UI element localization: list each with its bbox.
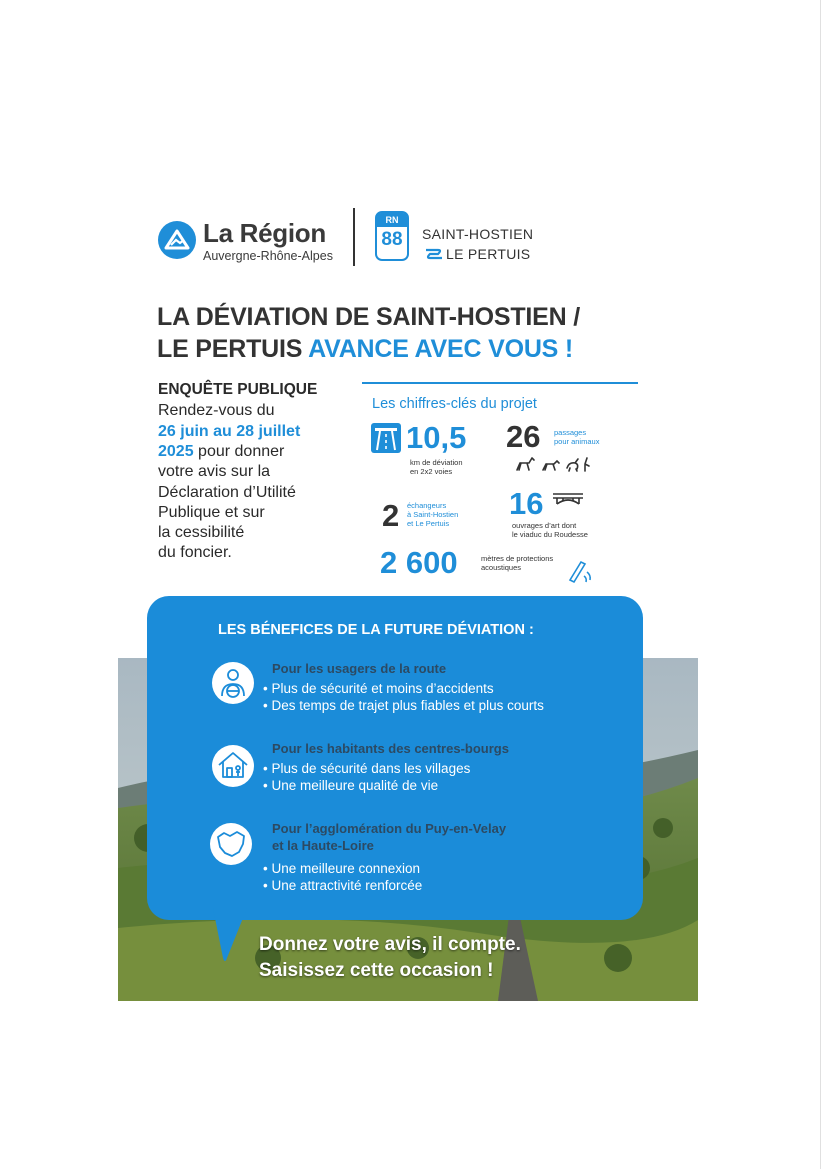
- benefit-1-heading: Pour les usagers de la route: [272, 661, 447, 676]
- enquete-year: 2025: [158, 443, 194, 460]
- benefit-2-item-1: • Plus de sécurité dans les villages: [263, 761, 471, 776]
- benefit-1-item-2: • Des temps de trajet plus fiables et plus courts: [263, 698, 544, 713]
- figure-passages-label-2: pour animaux: [554, 437, 600, 446]
- figure-metres-value: 2 600: [380, 545, 458, 580]
- enquete-line-6: Publique et sur: [158, 504, 265, 521]
- house-icon: [212, 745, 254, 787]
- cta-line-1: Donnez votre avis, il compte.: [259, 934, 521, 955]
- figure-ouvrages-value: 16: [509, 486, 544, 521]
- figure-metres-label-2: acoustiques: [481, 563, 522, 572]
- benefit-3-heading-line-2: et la Haute-Loire: [272, 838, 374, 853]
- enquete-line-4: votre avis sur la: [158, 463, 271, 480]
- figure-km-label-1: km de déviation: [410, 458, 463, 467]
- enquete-rdv: Rendez-vous du: [158, 402, 275, 419]
- benefit-2-item-2: • Une meilleure qualité de vie: [263, 778, 439, 793]
- figure-passages-label-1: passages: [554, 428, 587, 437]
- driver-icon: [212, 662, 254, 704]
- figure-echangeurs-label-1: échangeurs: [407, 501, 447, 510]
- figure-echangeurs-label-2: à Saint-Hostien: [407, 510, 459, 519]
- benefit-3-item-1: • Une meilleure connexion: [263, 861, 421, 876]
- figure-ouvrages-label: [512, 521, 588, 539]
- figure-km-label-2: en 2x2 voies: [410, 467, 453, 476]
- acoustic-wall-icon: [567, 558, 593, 589]
- figure-echangeurs-value: 2: [382, 498, 400, 533]
- enquete-year-rest: pour donner: [198, 443, 285, 460]
- rn-number: 88: [381, 229, 403, 250]
- figure-metres-label: [481, 554, 553, 572]
- figure-km-label: [410, 458, 463, 476]
- benefit-2-heading: Pour les habitants des centres-bourgs: [272, 741, 509, 756]
- enquete-year-line: [158, 443, 284, 461]
- region-name: La Région: [203, 218, 326, 248]
- figure-km-value: 10,5: [406, 420, 467, 455]
- figures-title: Les chiffres-clés du projet: [372, 396, 537, 412]
- rn-label: RN: [377, 213, 407, 227]
- bridge-icon: [551, 490, 585, 517]
- enquete-line-8: du foncier.: [158, 544, 232, 561]
- figure-ouvrages-label-2: le viaduc du Roudesse: [512, 530, 588, 539]
- cta-line-2: Saisissez cette occasion !: [259, 960, 494, 981]
- place-le-pertuis: LE PERTUIS: [446, 246, 531, 262]
- figure-echangeurs-label-3: et Le Pertuis: [407, 519, 450, 528]
- enquete-line-5: Déclaration d’Utilité: [158, 484, 296, 501]
- figure-passages-label: [554, 428, 599, 446]
- title-blue-part: AVANCE AVEC VOUS !: [308, 335, 574, 363]
- figures-divider: [362, 382, 638, 384]
- header-divider: [353, 208, 355, 266]
- enquete-title: ENQUÊTE PUBLIQUE: [158, 381, 318, 398]
- title-dark-part: LE PERTUIS: [157, 335, 303, 363]
- benefits-title: LES BÉNEFICES DE LA FUTURE DÉVIATION :: [218, 622, 534, 638]
- enquete-dates: 26 juin au 28 juillet: [158, 423, 301, 440]
- highway-icon: [371, 423, 401, 453]
- region-subtitle: Auvergne-Rhône-Alpes: [203, 249, 333, 263]
- figure-echangeurs-label: [407, 501, 458, 528]
- region-logo-icon: [158, 221, 196, 259]
- road-curve-icon: [424, 246, 444, 267]
- enquete-line-7: la cessibilité: [158, 524, 245, 541]
- benefit-1-item-1: • Plus de sécurité et moins d’accidents: [263, 681, 494, 696]
- figure-metres-label-1: mètres de protections: [481, 554, 554, 563]
- department-map-icon: [210, 823, 252, 865]
- figure-passages-value: 26: [506, 419, 541, 454]
- page-title-line-1: LA DÉVIATION DE SAINT-HOSTIEN /: [157, 303, 580, 331]
- benefit-3-heading-line-1: Pour l’agglomération du Puy-en-Velay: [272, 821, 507, 836]
- place-saint-hostien: SAINT-HOSTIEN: [422, 226, 534, 242]
- page-edge: [820, 0, 821, 1169]
- page-title-line-2: [157, 335, 573, 364]
- bubble-tail: [213, 908, 247, 969]
- figure-ouvrages-label-1: ouvrages d’art dont: [512, 521, 577, 530]
- benefit-3-item-2: • Une attractivité renforcée: [263, 878, 423, 893]
- animals-icon: [515, 454, 591, 479]
